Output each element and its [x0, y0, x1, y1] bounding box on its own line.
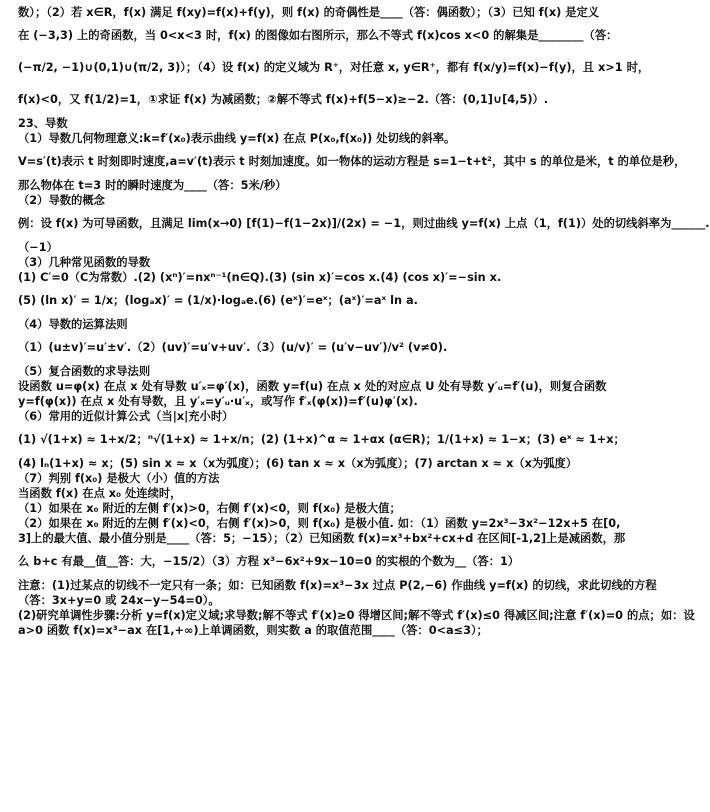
text-line: （3）几种常见函数的导数: [18, 256, 151, 269]
text-line: 3]上的最大值、最小值分别是____（答：5；−15）；（2）已知函数 f(x)=x³+bx²+cx+d 在区间[-1,2]上是减函数，那: [18, 532, 626, 545]
text-line: 设函数 u=φ(x) 在点 x 处有导数 u′ₓ=φ′(x)，函数 y=f(u) 在点 x 处的对应点 U 处有导数 y′ᵤ=f′(u)，则复合函数: [18, 380, 607, 393]
text-line: 当函数 f(x) 在点 x₀ 处连续时，: [18, 487, 182, 500]
text-line: 那么物体在 t=3 时的瞬时速度为____（答：5米/秒）: [18, 179, 287, 192]
text-line: (5) (ln x)′ = 1/x；(logₐx)′ = (1/x)·logₐe.(6) (eˣ)′=eˣ；(aˣ)′=aˣ ln a.: [18, 294, 418, 307]
text-line: （7）判别 f(x₀) 是极大（小）值的方法: [18, 472, 220, 485]
text-line: a>0 函数 f(x)=x³−ax 在[1,+∞)上单调函数，则实数 a 的取值范围____（答：0<a≤3）；: [18, 624, 488, 637]
text-line: (4) lₙ(1+x) ≈ x；(5) sin x ≈ x（x为弧度）；(6) tan x ≈ x（x为弧度）；(7) arctan x ≈ x（x为弧度）: [18, 457, 578, 470]
text-line: （答：3x+y=0 或 24x−y−54=0）。: [18, 594, 220, 607]
text-line: （4）导数的运算法则: [18, 318, 128, 331]
text-line: （6）常用的近似计算公式（当|x|充小时）: [18, 410, 234, 423]
text-line: （1）(u±v)′=u′±v′.（2）(uv)′=u′v+uv′.（3）(u/v)′ = (u′v−uv′)/v² (v≠0).: [18, 341, 448, 354]
text-line: (1) √(1+x) ≈ 1+x/2；ⁿ√(1+x) ≈ 1+x/n；(2) (1+x)^α ≈ 1+αx (α∈R)；1/(1+x) ≈ 1−x；(3) eˣ ≈ 1+x；: [18, 433, 625, 446]
text-line: （2）如果在 x₀ 附近的左侧 f′(x)<0，右侧 f′(x)>0，则 f(x₀) 是极小值. 如：（1）函数 y=2x³−3x²−12x+5 在[0,: [18, 517, 621, 530]
text-line: 注意：(1)过某点的切线不一定只有一条；如：已知函数 f(x)=x³−3x 过点 P(2,−6) 作曲线 y=f(x) 的切线，求此切线的方程: [18, 579, 657, 592]
text-line: （−1）: [18, 241, 58, 254]
text-line: 么 b+c 有最__值__答：大，−15/2）（3）方程 x³−6x²+9x−10=0 的实根的个数为__（答：1）: [18, 555, 520, 568]
text-line: (−π/2, −1)∪(0,1)∪(π/2, 3)）；（4）设 f(x) 的定义域为 R⁺，对任意 x, y∈R⁺，都有 f(x/y)=f(x)−f(y)，且 x>1 时，: [18, 61, 650, 74]
text-line: 在 (−3,3) 上的奇函数，当 0<x<3 时，f(x) 的图像如右图所示，那么不等式 f(x)cos x<0 的解集是________（答：: [18, 29, 618, 42]
text-line: (1) C′=0（C为常数）.(2) (xⁿ)′=nxⁿ⁻¹(n∈Q).(3) (sin x)′=cos x.(4) (cos x)′=−sin x.: [18, 271, 502, 284]
text-line: 例：设 f(x) 为可导函数，且满足 lim(x→0) [f(1)−f(1−2x)]/(2x) = −1，则过曲线 y=f(x) 上点（1，f(1)）处的切线斜率为______.: [18, 217, 710, 230]
text-line: （2）导数的概念: [18, 194, 105, 207]
text-line: V=s′(t)表示 t 时刻即时速度,a=v′(t)表示 t 时刻加速度。如一物体的运动方程是 s=1−t+t²，其中 s 的单位是米，t 的单位是秒，: [18, 155, 686, 168]
text-line: （1）导数几何物理意义:k=f′(x₀)表示曲线 y=f(x) 在点 P(x₀,f(x₀)) 处切线的斜率。: [18, 132, 456, 145]
text-line: （1）如果在 x₀ 附近的左侧 f′(x)>0，右侧 f′(x)<0，则 f(x₀) 是极大值；: [18, 502, 401, 515]
text-line: （5）复合函数的求导法则: [18, 365, 151, 378]
text-line: 23、导数: [18, 117, 68, 130]
text-line: 数）；（2）若 x∈R，f(x) 满足 f(xy)=f(x)+f(y)，则 f(x) 的奇偶性是____（答：偶函数）；（3）已知 f(x) 是定义: [18, 6, 600, 19]
text-line: f(x)<0，又 f(1/2)=1，①求证 f(x) 为减函数；②解不等式 f(x)+f(5−x)≥−2.（答：(0,1]∪[4,5)）.: [18, 93, 549, 106]
text-line: (2)研究单调性步骤:分析 y=f(x)定义域;求导数;解不等式 f′(x)≥0 得增区间;解不等式 f′(x)≤0 得减区间;注意 f′(x)=0 的点；如：设: [18, 609, 695, 622]
text-line: y=f(φ(x)) 在点 x 处有导数，且 y′ₓ=y′ᵤ·u′ₓ，或写作 f′ₓ(φ(x))=f′(u)φ′(x).: [18, 395, 418, 408]
